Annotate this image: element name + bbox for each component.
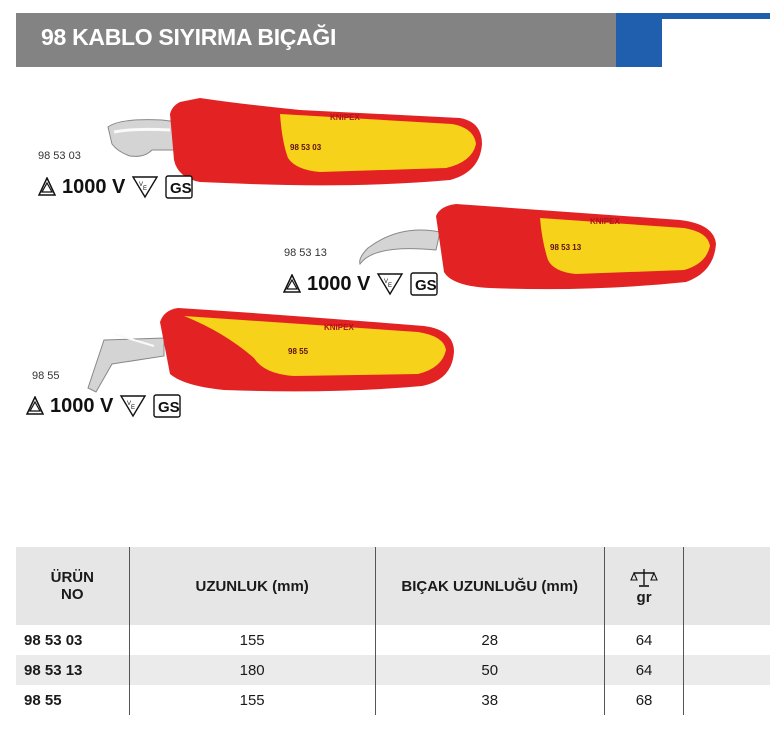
title-accent-line — [662, 13, 770, 19]
svg-text:V: V — [384, 279, 389, 285]
cell-blade-length: 28 — [375, 625, 604, 655]
svg-text:GS: GS — [415, 277, 438, 294]
page-title: 98 KABLO SIYIRMA BIÇAĞI — [41, 24, 337, 50]
svg-text:GS: GS — [158, 399, 181, 416]
svg-text:E: E — [143, 186, 148, 192]
voltage-label-2: 1000 V — [307, 272, 371, 295]
cell-weight: 64 — [604, 625, 684, 655]
table-header-row — [16, 547, 770, 625]
weight-scale-icon — [630, 567, 658, 589]
header-weight — [604, 547, 684, 625]
cell-blade-length: 50 — [375, 655, 604, 685]
svg-text:V: V — [139, 182, 144, 188]
vde-mark-icon — [131, 175, 159, 199]
product-code-1: 98 53 03 — [38, 150, 81, 162]
header-product-no-label: ÜRÜN NO — [50, 569, 94, 603]
cell-empty — [684, 655, 770, 685]
gs-mark-icon — [165, 175, 193, 199]
cell-weight: 64 — [604, 655, 684, 685]
table-row — [16, 655, 770, 685]
cell-blade-length: 38 — [375, 685, 604, 715]
cell-length: 180 — [129, 655, 375, 685]
cell-product-no: 98 53 03 — [24, 631, 83, 649]
cell-weight: 68 — [604, 685, 684, 715]
cell-product-no: 98 53 13 — [16, 655, 129, 685]
header-product-no — [16, 547, 129, 625]
insulation-triangle-icon — [26, 396, 44, 416]
knife-code-text: 98 53 03 — [290, 143, 322, 152]
knife-brand-text: KNIPEX — [324, 323, 354, 332]
voltage-rating-1 — [38, 175, 193, 199]
gs-mark-icon — [410, 272, 438, 296]
cell-product-no: 98 55 — [24, 691, 62, 709]
svg-text:E: E — [131, 405, 136, 411]
voltage-rating-3 — [26, 394, 181, 418]
svg-text:V: V — [127, 401, 132, 407]
title-bar — [16, 13, 616, 67]
knife-code-text: 98 55 — [288, 347, 309, 356]
insulation-triangle-icon — [38, 177, 56, 197]
insulation-triangle-icon — [283, 274, 301, 294]
knife-brand-text: KNIPEX — [330, 113, 360, 122]
cell-length: 155 — [129, 685, 375, 715]
header-empty — [684, 547, 770, 625]
voltage-rating-2 — [283, 272, 438, 296]
vde-mark-icon — [376, 272, 404, 296]
knife-code-text: 98 53 13 — [550, 243, 582, 252]
vde-mark-icon — [119, 394, 147, 418]
voltage-label-1: 1000 V — [62, 175, 126, 198]
knife-brand-text: KNIPEX — [590, 217, 620, 226]
gs-mark-icon — [153, 394, 181, 418]
knife-98-55-image — [74, 302, 464, 402]
cell-empty — [684, 625, 770, 655]
cell-length: 155 — [129, 625, 375, 655]
header-blade-length: BIÇAK UZUNLUĞU (mm) — [375, 547, 604, 625]
table-row — [16, 625, 770, 655]
svg-text:E: E — [388, 283, 393, 289]
spec-table — [16, 547, 770, 715]
cell-empty — [684, 685, 770, 715]
voltage-label-3: 1000 V — [50, 394, 114, 417]
header-length: UZUNLUK (mm) — [129, 547, 375, 625]
title-accent-block — [616, 13, 662, 67]
product-code-2: 98 53 13 — [284, 247, 327, 259]
product-code-3: 98 55 — [32, 370, 60, 382]
header-weight-unit: gr — [636, 588, 652, 606]
table-row — [16, 685, 770, 715]
svg-text:GS: GS — [170, 180, 193, 197]
